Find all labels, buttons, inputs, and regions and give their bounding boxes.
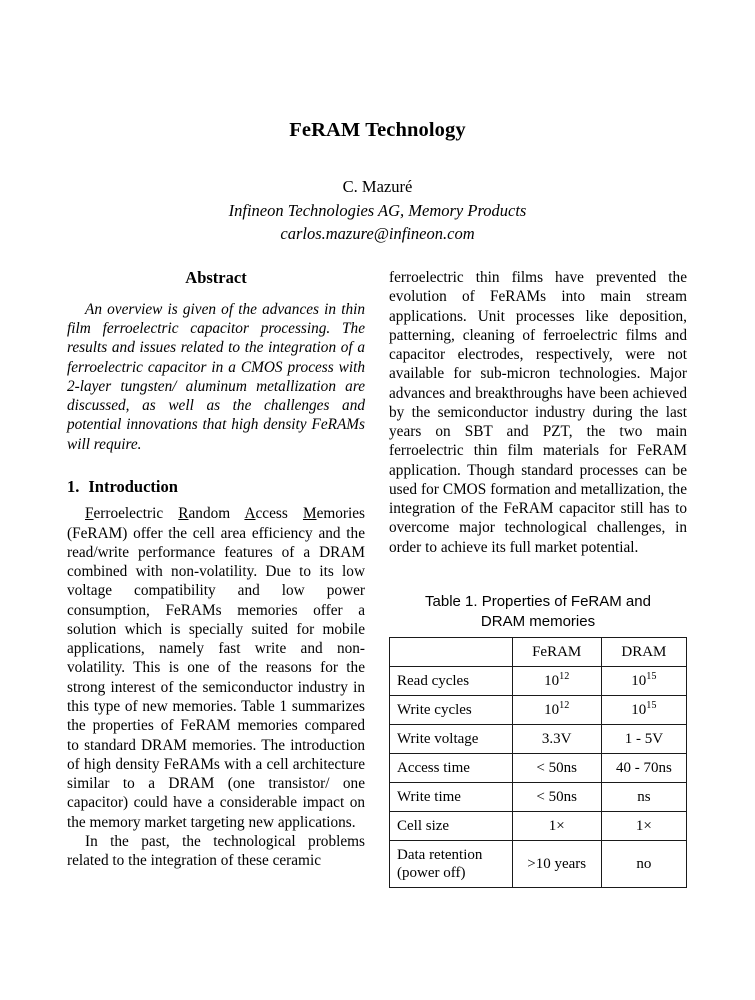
- acronym-rest-random: andom: [188, 505, 245, 523]
- table1-caption-line1: Table 1. Properties of FeRAM and: [425, 593, 651, 610]
- acronym-letter-r: R: [178, 505, 189, 523]
- table-row: [390, 696, 687, 725]
- section-number: 1.: [67, 476, 80, 496]
- value-exponent: 15: [646, 671, 657, 682]
- acronym-letter-m: M: [302, 505, 317, 523]
- table-row: [390, 667, 687, 696]
- table-header-dram: DRAM: [601, 638, 686, 667]
- row-value-dram: [601, 667, 686, 696]
- value-base: 10: [631, 673, 647, 689]
- value-exponent: 15: [646, 700, 657, 711]
- table-row: [390, 841, 687, 888]
- author-affiliation: Infineon Technologies AG, Memory Products: [228, 200, 527, 220]
- value-base: 10: [544, 673, 560, 689]
- acronym-rest-memories: emories: [316, 505, 365, 523]
- row-value-feram: 1×: [512, 812, 601, 841]
- row-value-feram: >10 years: [512, 841, 601, 888]
- row-value-dram: [601, 696, 686, 725]
- row-value-dram: no: [601, 841, 686, 888]
- section-title: Introduction: [88, 476, 178, 496]
- value-base: 10: [544, 702, 560, 718]
- row-label: Write time: [390, 783, 513, 812]
- value-exponent: 12: [559, 671, 570, 682]
- table1-caption-line2: DRAM memories: [480, 612, 596, 630]
- row-value-dram: 1 - 5V: [601, 725, 686, 754]
- abstract-heading: Abstract: [185, 268, 247, 287]
- table-header-row: [390, 638, 687, 667]
- row-value-feram: [512, 696, 601, 725]
- introduction-paragraph-1-rest: (FeRAM) offer the cell area efficiency and the read/write performance features of a DRAM combined with non-volatility. Due to its low voltage compatibility and low power consumption, FeRAMs memories offer a solution which is specially suited for mobile applications, namely fast write and non-volatility. This is one of the reasons for the strong interest of the semiconductor industry in this type of new memories. Table 1 summarizes the properties of FeRAM memories compared to standard DRAM memories. The introduction of high density FeRAMs with a cell architecture similar to a DRAM (one transistor/ one capacitor) could have a considerable impact on the memory market targeting new applications.: [67, 524, 365, 831]
- table-row: [390, 812, 687, 841]
- introduction-paragraph-2-continuation: ferroelectric thin films have prevented the evolution of FeRAMs into main stream applications. Unit processes like deposition, patterning, cleaning of ferroelectric films and capacitor electrodes, respectively, were not available for sub-micron technologies. Major advances and breakthroughs have been achieved by the semiconductor industry during the last years on SBT and PZT, the two main ferroelectric thin film materials for FeRAM application. Though standard processes can be used for CMOS formation and metallization, the integration of the FeRAM capacitor still has to overcome major technological challenges, in order to achieve its full market potential.: [389, 269, 687, 556]
- table1-wrapper: [389, 592, 687, 888]
- table-row: [390, 725, 687, 754]
- acronym-letter-a: A: [244, 505, 256, 523]
- row-label-line1: Data retention: [397, 847, 483, 863]
- left-column: [67, 268, 365, 870]
- acronym-rest-ferroelectric: erroelectric: [93, 505, 179, 523]
- row-label: Cell size: [390, 812, 513, 841]
- row-label: [390, 841, 513, 888]
- row-value-dram: 40 - 70ns: [601, 754, 686, 783]
- row-label-line2: (power off): [397, 865, 466, 881]
- table1-caption: [389, 592, 687, 631]
- right-column: [389, 268, 687, 557]
- table-row: [390, 783, 687, 812]
- author-block: [67, 175, 688, 247]
- row-value-dram: ns: [601, 783, 686, 812]
- abstract-body: An overview is given of the advances in thin film ferroelectric capacitor processing. The results and issues related to the integration of a ferroelectric capacitor in a CMOS process with 2-layer tungsten/ aluminum metallization are discussed, as well as the challenges and potential innovations that high density FeRAMs will require.: [67, 300, 365, 453]
- row-value-feram: 3.3V: [512, 725, 601, 754]
- acronym-letter-f: F: [85, 505, 94, 523]
- acronym-rest-access: ccess: [255, 505, 303, 523]
- table-header-feram: FeRAM: [512, 638, 601, 667]
- row-label: Read cycles: [390, 667, 513, 696]
- row-label: Write voltage: [390, 725, 513, 754]
- row-label: Write cycles: [390, 696, 513, 725]
- row-value-feram: < 50ns: [512, 754, 601, 783]
- table-row: [390, 754, 687, 783]
- title-block: [67, 118, 688, 246]
- row-value-feram: [512, 667, 601, 696]
- row-label: Access time: [390, 754, 513, 783]
- table-header-blank: [390, 638, 513, 667]
- value-exponent: 12: [559, 700, 570, 711]
- row-value-feram: < 50ns: [512, 783, 601, 812]
- introduction-heading: [67, 476, 365, 497]
- introduction-paragraph-2: In the past, the technological problems related to the integration of these ceramic: [67, 832, 365, 870]
- page-title: FeRAM Technology: [289, 119, 466, 141]
- row-value-dram: 1×: [601, 812, 686, 841]
- introduction-paragraph-1: [67, 504, 365, 832]
- author-name: C. Mazuré: [342, 176, 413, 196]
- table1-properties: [389, 637, 687, 888]
- value-base: 10: [631, 702, 647, 718]
- author-email: carlos.mazure@infineon.com: [280, 224, 475, 244]
